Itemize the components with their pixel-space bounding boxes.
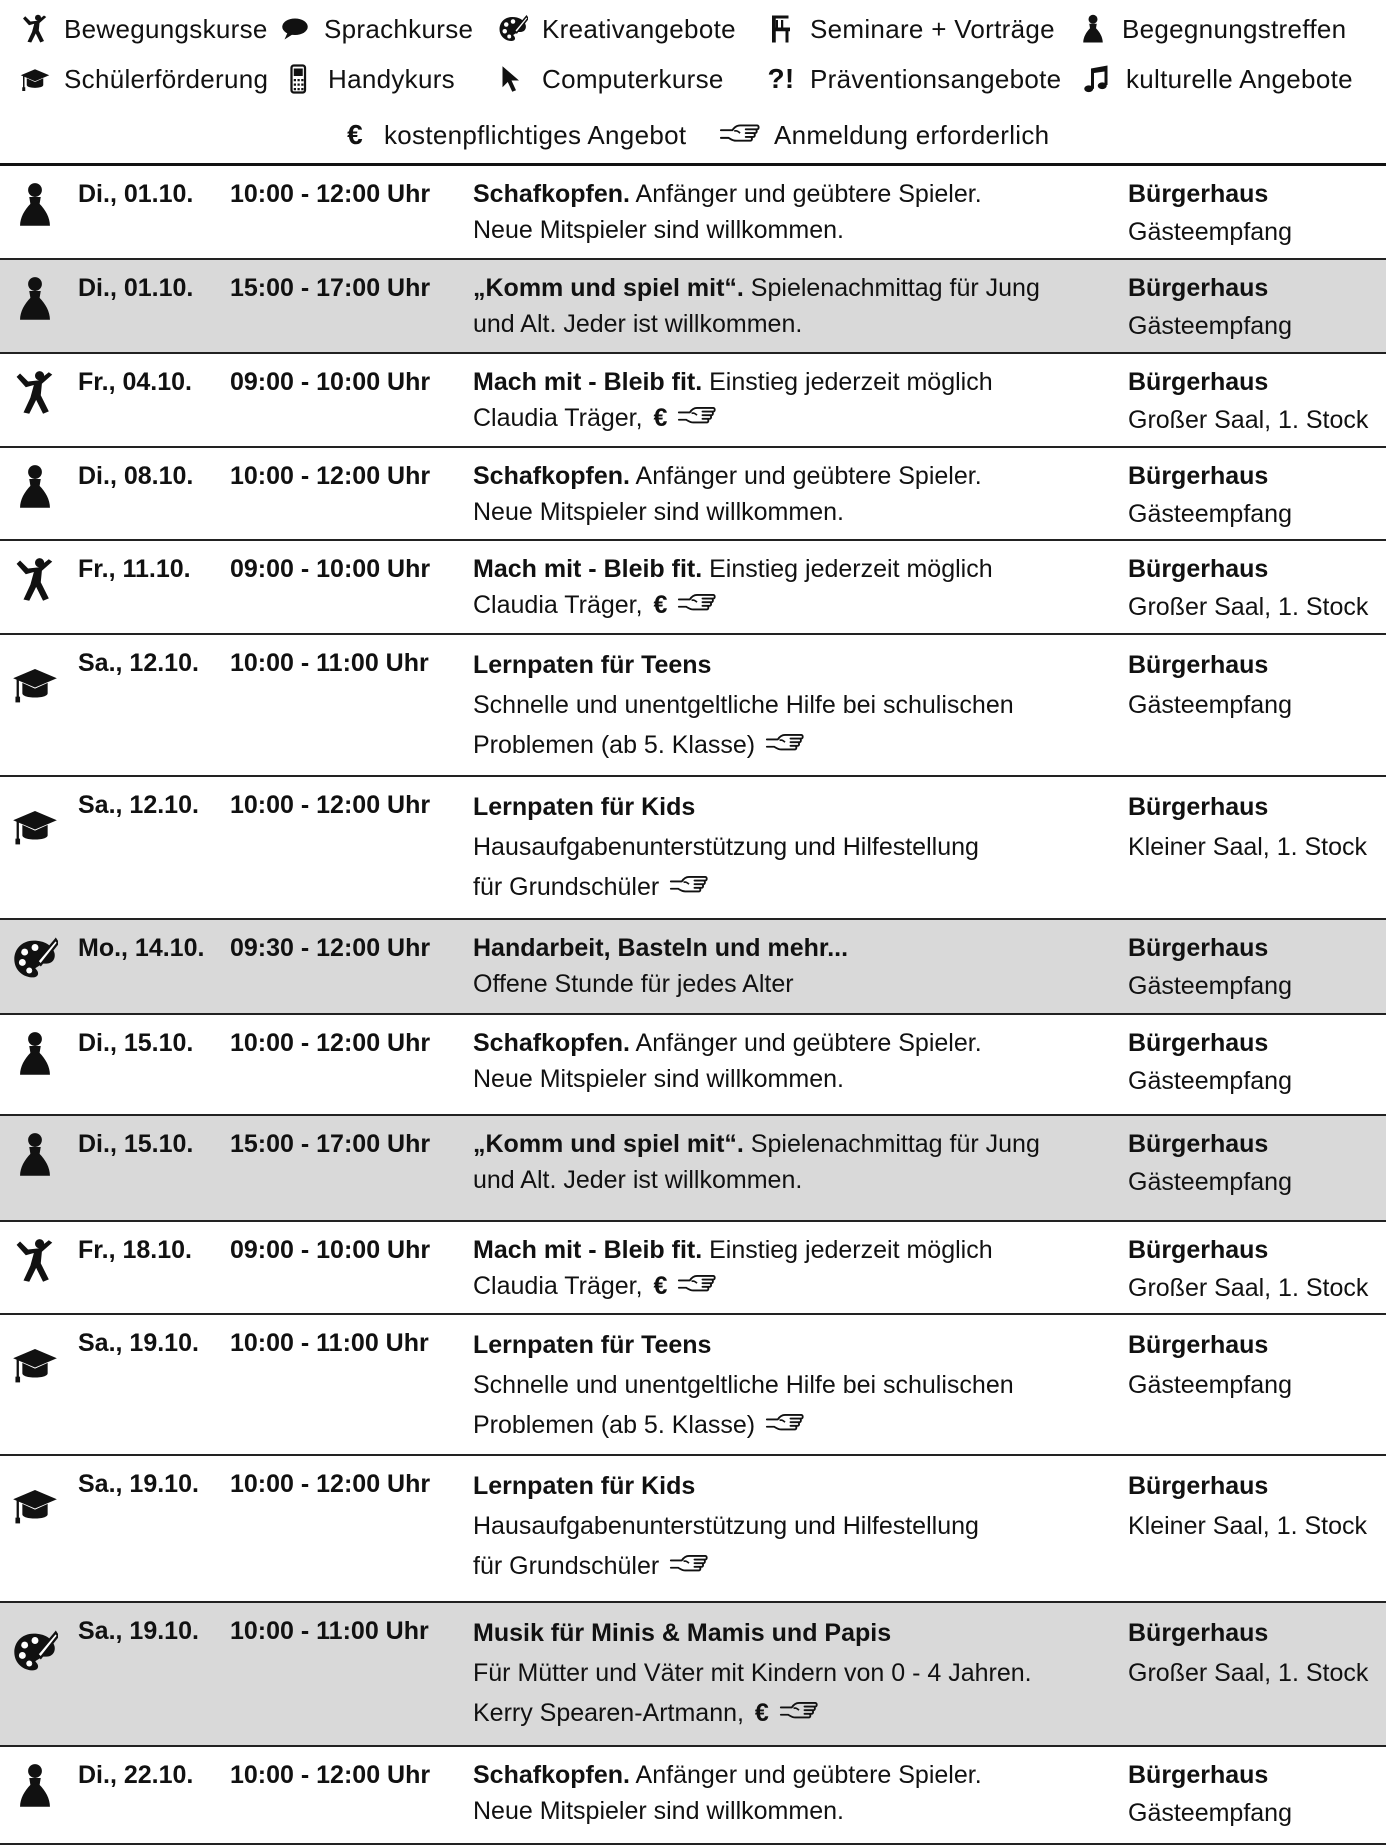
description-line	[473, 645, 1014, 685]
euro-icon: €	[653, 1272, 668, 1300]
event-time: 10:00 - 11:00 Uhr	[230, 1329, 429, 1357]
location-building: Bürgerhaus	[1128, 934, 1269, 962]
event-time: 09:00 - 10:00 Uhr	[230, 1236, 431, 1264]
location-building: Bürgerhaus	[1128, 1236, 1269, 1264]
location-room: Großer Saal, 1. Stock	[1128, 593, 1369, 621]
description-text: Claudia Träger,	[473, 404, 650, 432]
legend-label: Bewegungskurse	[64, 13, 268, 44]
description-line	[473, 1405, 1014, 1445]
pointing-hand-icon	[765, 1411, 805, 1437]
event-category	[12, 661, 68, 717]
event-category	[12, 1031, 68, 1087]
location-room: Gästeempfang	[1128, 1168, 1292, 1196]
game-piece-icon	[1076, 12, 1110, 46]
event-date: Sa., 19.10.	[78, 1329, 199, 1357]
event-row	[0, 1456, 1386, 1603]
event-category	[12, 1482, 68, 1538]
chair-icon	[764, 12, 798, 46]
description-line	[473, 494, 982, 530]
event-time: 10:00 - 12:00 Uhr	[230, 462, 431, 490]
event-description	[473, 270, 1040, 342]
event-date: Di., 22.10.	[78, 1761, 194, 1789]
description-text: Schafkopfen.	[473, 1761, 630, 1789]
description-text: Schnelle und unentgeltliche Hilfe bei schulischen	[473, 691, 1014, 719]
event-category	[12, 803, 68, 859]
game-piece-icon	[12, 1763, 58, 1809]
description-line	[473, 306, 1040, 342]
event-location	[1128, 1025, 1292, 1099]
legend-label: Schülerförderung	[64, 63, 269, 94]
description-line	[473, 685, 1014, 725]
location-room: Großer Saal, 1. Stock	[1128, 406, 1369, 434]
description-text: Neue Mitspieler sind willkommen.	[473, 1065, 844, 1093]
legend-item-schueler	[18, 62, 268, 96]
description-line	[473, 1126, 1040, 1162]
description-text: für Grundschüler	[473, 1552, 660, 1580]
euro-icon: €	[653, 404, 668, 432]
description-text: Spielenachmittag für Jung	[743, 1130, 1040, 1158]
event-category	[12, 276, 68, 332]
location-building: Bürgerhaus	[1128, 1130, 1269, 1158]
description-text: Spielenachmittag für Jung	[743, 274, 1040, 302]
description-line	[473, 1466, 979, 1506]
description-text: Lernpaten für Teens	[473, 651, 712, 679]
legend-label: kulturelle Angebote	[1126, 63, 1353, 94]
event-description	[473, 1232, 993, 1304]
description-line	[473, 1506, 979, 1546]
pointing-hand-icon	[779, 1699, 819, 1725]
description-text: Kerry Spearen-Artmann,	[473, 1699, 751, 1727]
event-location	[1128, 1757, 1292, 1831]
pointing-hand-icon	[765, 731, 805, 757]
event-time: 09:00 - 10:00 Uhr	[230, 555, 431, 583]
description-line	[473, 270, 1040, 306]
location-building: Bürgerhaus	[1128, 274, 1269, 302]
graduation-cap-icon	[12, 803, 58, 849]
event-time: 10:00 - 11:00 Uhr	[230, 1617, 429, 1645]
event-description	[473, 176, 982, 248]
location-building: Bürgerhaus	[1128, 1331, 1269, 1359]
event-date: Di., 08.10.	[78, 462, 194, 490]
event-time: 15:00 - 17:00 Uhr	[230, 1130, 431, 1158]
description-line	[473, 458, 982, 494]
location-building: Bürgerhaus	[1128, 1619, 1269, 1647]
pointing-hand-icon	[677, 404, 717, 430]
location-building: Bürgerhaus	[1128, 1029, 1269, 1057]
description-text: Lernpaten für Teens	[473, 1331, 712, 1359]
location-building: Bürgerhaus	[1128, 651, 1269, 679]
description-text: Anfänger und geübtere Spieler.	[629, 462, 982, 490]
location-building: Bürgerhaus	[1128, 180, 1269, 208]
event-date: Di., 15.10.	[78, 1029, 194, 1057]
palette-icon	[496, 12, 530, 46]
event-location	[1128, 1466, 1367, 1546]
location-room: Gästeempfang	[1128, 218, 1292, 246]
euro-icon: €	[653, 591, 668, 619]
graduation-cap-icon	[18, 62, 52, 96]
game-piece-icon	[12, 182, 58, 228]
location-room: Großer Saal, 1. Stock	[1128, 1274, 1369, 1302]
event-time: 10:00 - 12:00 Uhr	[230, 1470, 431, 1498]
event-row	[0, 1747, 1386, 1845]
description-text: Neue Mitspieler sind willkommen.	[473, 1797, 844, 1825]
running-person-icon	[12, 1238, 58, 1284]
event-row	[0, 166, 1386, 260]
description-line	[473, 551, 993, 587]
event-time: 09:30 - 12:00 Uhr	[230, 934, 431, 962]
legend-label: Kreativangebote	[542, 13, 736, 44]
event-description	[473, 787, 979, 907]
event-date: Sa., 19.10.	[78, 1470, 199, 1498]
running-person-icon	[12, 370, 58, 416]
event-row	[0, 1315, 1386, 1456]
event-description	[473, 1325, 1014, 1445]
legend-item-handy	[282, 62, 455, 96]
location-room: Großer Saal, 1. Stock	[1128, 1659, 1369, 1687]
location-room: Gästeempfang	[1128, 1799, 1292, 1827]
event-row	[0, 448, 1386, 541]
event-location	[1128, 458, 1292, 532]
event-row	[0, 1015, 1386, 1116]
event-category	[12, 936, 68, 992]
location-building: Bürgerhaus	[1128, 1761, 1269, 1789]
event-location	[1128, 270, 1292, 344]
event-description	[473, 1466, 979, 1586]
description-line	[473, 787, 979, 827]
event-description	[473, 1613, 1032, 1733]
event-category	[12, 1763, 68, 1819]
location-room: Gästeempfang	[1128, 1371, 1292, 1399]
event-date: Mo., 14.10.	[78, 934, 205, 962]
description-text: und Alt. Jeder ist willkommen.	[473, 310, 803, 338]
event-category	[12, 182, 68, 238]
event-date: Di., 01.10.	[78, 274, 194, 302]
graduation-cap-icon	[12, 661, 58, 707]
legend-label: Präventionsangebote	[810, 63, 1062, 94]
legend-label: Begegnungstreffen	[1122, 13, 1347, 44]
event-time: 10:00 - 12:00 Uhr	[230, 1761, 431, 1789]
event-time: 10:00 - 12:00 Uhr	[230, 180, 431, 208]
event-date: Fr., 11.10.	[78, 555, 191, 583]
description-line	[473, 1793, 982, 1829]
legend-item-seminare	[764, 12, 1055, 46]
description-text: Claudia Träger,	[473, 1272, 650, 1300]
description-line	[473, 587, 993, 623]
event-location	[1128, 364, 1368, 438]
event-row	[0, 1222, 1386, 1315]
description-line	[473, 364, 993, 400]
legend-item-begegnung	[1076, 12, 1346, 46]
event-date: Di., 15.10.	[78, 1130, 194, 1158]
event-date: Sa., 12.10.	[78, 649, 199, 677]
description-line	[473, 930, 848, 966]
description-line	[473, 1162, 1040, 1198]
description-text: Problemen (ab 5. Klasse)	[473, 731, 756, 759]
legend-item-kultur	[1080, 62, 1353, 96]
palette-icon	[12, 1629, 58, 1675]
event-time: 09:00 - 10:00 Uhr	[230, 368, 431, 396]
legend-item-sprache	[278, 12, 473, 46]
legend-item-computer	[496, 62, 724, 96]
location-room: Gästeempfang	[1128, 691, 1292, 719]
music-note-icon	[1080, 62, 1114, 96]
description-text: und Alt. Jeder ist willkommen.	[473, 1166, 803, 1194]
event-category	[12, 557, 68, 613]
location-building: Bürgerhaus	[1128, 462, 1269, 490]
event-date: Sa., 19.10.	[78, 1617, 199, 1645]
legend-item-bewegung	[18, 12, 268, 46]
description-text: Einstieg jederzeit möglich	[702, 368, 993, 396]
description-text: Claudia Träger,	[473, 591, 650, 619]
location-building: Bürgerhaus	[1128, 793, 1269, 821]
event-location	[1128, 551, 1368, 625]
description-line	[473, 1546, 979, 1586]
event-row	[0, 635, 1386, 777]
description-text: Mach mit - Bleib fit.	[473, 368, 703, 396]
event-row	[0, 1116, 1386, 1222]
description-line	[473, 1693, 1032, 1733]
description-line	[473, 400, 993, 436]
game-piece-icon	[12, 1031, 58, 1077]
event-date: Sa., 12.10.	[78, 791, 199, 819]
event-date: Di., 01.10.	[78, 180, 194, 208]
legend-label: Anmeldung erforderlich	[774, 119, 1050, 150]
description-text: Anfänger und geübtere Spieler.	[629, 1761, 982, 1789]
description-text: Mach mit - Bleib fit.	[473, 555, 703, 583]
euro-icon: €	[754, 1699, 769, 1727]
legend-item-kreativ	[496, 12, 736, 46]
event-category	[12, 464, 68, 520]
pointing-hand-icon	[669, 1552, 709, 1578]
euro-icon: €	[347, 119, 363, 150]
game-piece-icon	[12, 1132, 58, 1178]
description-line	[473, 1232, 993, 1268]
description-text: Lernpaten für Kids	[473, 1472, 696, 1500]
legend-item-kosten	[338, 118, 686, 152]
event-category	[12, 1132, 68, 1188]
event-description	[473, 1757, 982, 1829]
game-piece-icon	[12, 464, 58, 510]
description-line	[473, 966, 848, 1002]
pointing-hand-icon	[669, 873, 709, 899]
description-text: Hausaufgabenunterstützung und Hilfestellung	[473, 833, 979, 861]
event-category	[12, 1238, 68, 1294]
description-text: Mach mit - Bleib fit.	[473, 1236, 703, 1264]
location-building: Bürgerhaus	[1128, 555, 1269, 583]
description-line	[473, 827, 979, 867]
description-line	[473, 1325, 1014, 1365]
description-text: Schnelle und unentgeltliche Hilfe bei schulischen	[473, 1371, 1014, 1399]
description-text: „Komm und spiel mit“.	[473, 274, 744, 302]
pointing-hand-icon	[718, 118, 762, 152]
description-text: Schafkopfen.	[473, 462, 630, 490]
description-text: Anfänger und geübtere Spieler.	[629, 180, 982, 208]
mobile-phone-icon	[282, 62, 316, 96]
legend-label: Sprachkurse	[324, 13, 474, 44]
description-text: Einstieg jederzeit möglich	[702, 555, 993, 583]
description-text: Anfänger und geübtere Spieler.	[629, 1029, 982, 1057]
graduation-cap-icon	[12, 1341, 58, 1387]
event-row	[0, 260, 1386, 354]
event-location	[1128, 176, 1292, 250]
event-description	[473, 364, 993, 436]
event-row	[0, 541, 1386, 635]
event-description	[473, 458, 982, 530]
description-text: Für Mütter und Väter mit Kindern von 0 - 4 Jahren.	[473, 1659, 1032, 1687]
description-text: Neue Mitspieler sind willkommen.	[473, 498, 844, 526]
location-room: Kleiner Saal, 1. Stock	[1128, 1512, 1368, 1540]
event-date: Fr., 18.10.	[78, 1236, 192, 1264]
event-description	[473, 551, 993, 623]
description-line	[473, 1365, 1014, 1405]
warning-glyph-icon: ?!	[767, 63, 795, 94]
location-room: Gästeempfang	[1128, 972, 1292, 1000]
event-category	[12, 1341, 68, 1397]
event-location	[1128, 787, 1367, 867]
graduation-cap-icon	[12, 1482, 58, 1528]
description-line	[473, 1268, 993, 1304]
description-line	[473, 176, 982, 212]
pointing-hand-icon	[677, 1272, 717, 1298]
event-date: Fr., 04.10.	[78, 368, 192, 396]
description-line	[473, 212, 982, 248]
event-location	[1128, 1325, 1292, 1405]
running-person-icon	[12, 557, 58, 603]
location-room: Gästeempfang	[1128, 312, 1292, 340]
event-row	[0, 1603, 1386, 1747]
game-piece-icon	[12, 276, 58, 322]
description-text: Offene Stunde für jedes Alter	[473, 970, 794, 998]
description-text: Hausaufgabenunterstützung und Hilfestellung	[473, 1512, 979, 1540]
location-building: Bürgerhaus	[1128, 368, 1269, 396]
event-time: 10:00 - 12:00 Uhr	[230, 1029, 431, 1057]
event-row	[0, 777, 1386, 920]
location-room: Kleiner Saal, 1. Stock	[1128, 833, 1368, 861]
legend-label: Seminare + Vorträge	[810, 13, 1055, 44]
palette-icon	[12, 936, 58, 982]
description-text: Einstieg jederzeit möglich	[702, 1236, 993, 1264]
legend-label: kostenpflichtiges Angebot	[384, 119, 687, 150]
legend-label: Computerkurse	[542, 63, 724, 94]
description-text: Neue Mitspieler sind willkommen.	[473, 216, 844, 244]
description-line	[473, 1653, 1032, 1693]
event-description	[473, 1025, 982, 1097]
description-text: für Grundschüler	[473, 873, 660, 901]
description-line	[473, 1613, 1032, 1653]
event-location	[1128, 1232, 1368, 1306]
description-line	[473, 1757, 982, 1793]
description-text: Musik für Minis & Mamis und Papis	[473, 1619, 892, 1647]
description-text: Schafkopfen.	[473, 180, 630, 208]
event-time: 10:00 - 12:00 Uhr	[230, 791, 431, 819]
event-category	[12, 370, 68, 426]
event-location	[1128, 1613, 1368, 1693]
mouse-cursor-icon	[496, 62, 530, 96]
pointing-hand-icon	[677, 591, 717, 617]
legend-item-anmeldung	[718, 118, 1049, 152]
event-row	[0, 920, 1386, 1015]
description-line	[473, 1025, 982, 1061]
event-location	[1128, 930, 1292, 1004]
legend-item-praevention	[764, 62, 1061, 96]
location-room: Gästeempfang	[1128, 500, 1292, 528]
description-text: Problemen (ab 5. Klasse)	[473, 1411, 756, 1439]
event-category	[12, 1629, 68, 1685]
description-text: „Komm und spiel mit“.	[473, 1130, 744, 1158]
description-text: Handarbeit, Basteln und mehr...	[473, 934, 849, 962]
description-line	[473, 725, 1014, 765]
running-person-icon	[18, 12, 52, 46]
description-text: Lernpaten für Kids	[473, 793, 696, 821]
event-time: 15:00 - 17:00 Uhr	[230, 274, 431, 302]
event-row	[0, 354, 1386, 448]
legend	[0, 0, 1386, 166]
legend-label: Handykurs	[328, 63, 455, 94]
event-location	[1128, 1126, 1292, 1200]
event-time: 10:00 - 11:00 Uhr	[230, 649, 429, 677]
location-room: Gästeempfang	[1128, 1067, 1292, 1095]
event-location	[1128, 645, 1292, 725]
event-description	[473, 930, 848, 1002]
description-text: Schafkopfen.	[473, 1029, 630, 1057]
speech-bubble-icon	[278, 12, 312, 46]
event-description	[473, 645, 1014, 765]
description-line	[473, 867, 979, 907]
description-line	[473, 1061, 982, 1097]
event-description	[473, 1126, 1040, 1198]
location-building: Bürgerhaus	[1128, 1472, 1269, 1500]
